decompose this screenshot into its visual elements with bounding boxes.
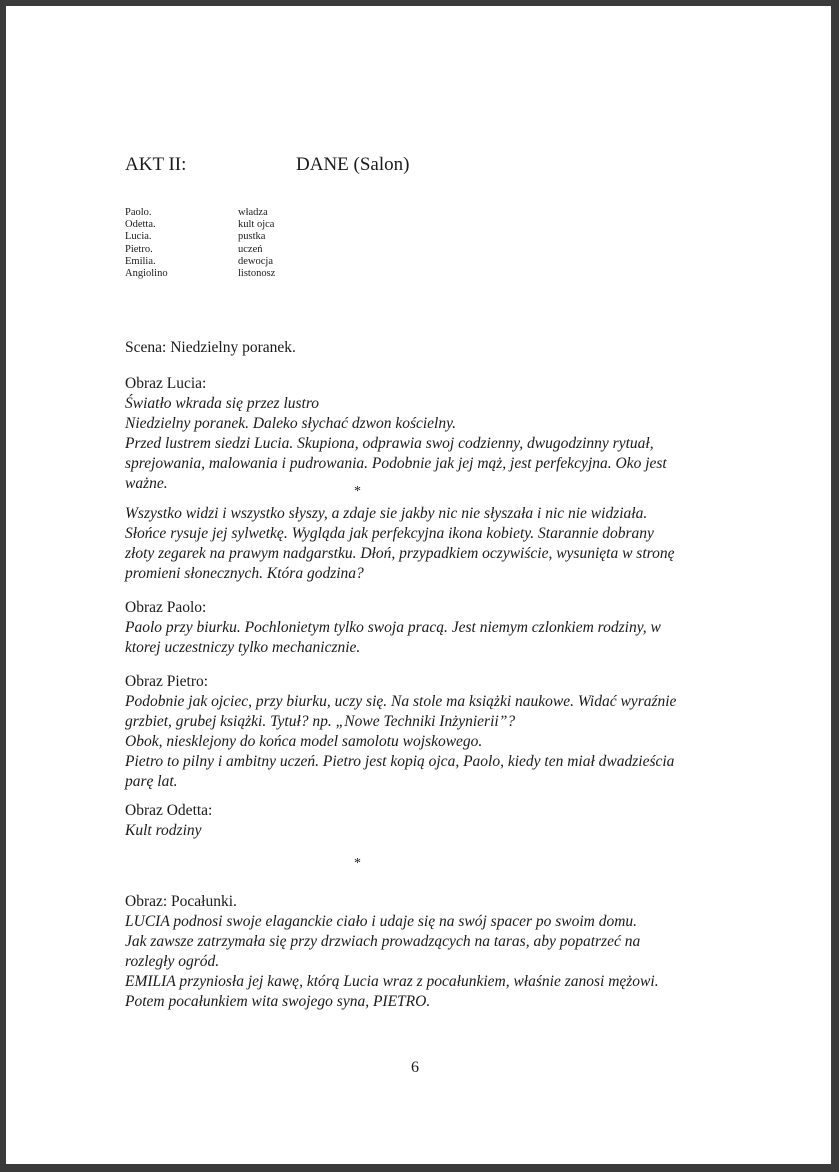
cast-names (125, 207, 168, 280)
text-line: sprejowania, malowania i pudrowania. Podobnie jak jej mąż, jest perfekcyjna. Oko jest (125, 455, 667, 472)
cast-role: pustka (238, 231, 266, 243)
text-line: Potem pocałunkiem wita swojego syna, PIETRO. (125, 993, 431, 1010)
cast-roles (238, 207, 275, 280)
text-line: parę lat. (125, 773, 178, 790)
text-line: Słońce rysuje jej sylwetkę. Wygląda jak perfekcyjna ikona kobiety. Starannie dobrany (125, 525, 654, 542)
section-paolo (125, 598, 725, 658)
cast-name: Lucia. (125, 231, 152, 243)
text-line: Pietro to pilny i ambitny uczeń. Pietro jest kopią ojca, Paolo, kiedy ten miał dwadzieścia (125, 753, 675, 770)
cast-role: listonosz (238, 268, 276, 280)
act-title: AKT II: (125, 154, 187, 175)
section-heading: Obraz: Pocałunki. (125, 893, 237, 910)
text-line: Paolo przy biurku. Pochlonietym tylko swoja pracą. Jest niemym czlonkiem rodziny, w (125, 619, 661, 636)
text-line: Jak zawsze zatrzymała się przy drzwiach prowadzących na taras, aby popatrzeć na (125, 933, 641, 950)
cast-name: Paolo. (125, 207, 152, 218)
text-line: złoty zegarek na prawym nadgarstku. Dłoń, przypadkiem oczywiście, wysunięta w stronę (125, 545, 675, 562)
separator-star: * (354, 484, 361, 499)
text-line: Obok, niesklejony do końca model samolotu wojskowego. (125, 733, 483, 750)
section-heading: Obraz Odetta: (125, 802, 213, 819)
scene-line: Scena: Niedzielny poranek. (125, 339, 296, 356)
text-line: Wszystko widzi i wszystko słyszy, a zdaje sie jakby nic nie słyszała i nic nie widziała. (125, 505, 648, 522)
section-heading: Obraz Pietro: (125, 673, 209, 690)
text-line: Przed lustrem siedzi Lucia. Skupiona, odprawia swoj codzienny, dwugodzinny rytuał, (125, 435, 654, 452)
section-odetta (125, 801, 725, 841)
section-heading: Obraz Lucia: (125, 375, 207, 392)
section-heading: Obraz Paolo: (125, 599, 207, 616)
section-pietro (125, 672, 725, 792)
text-line: ważne. (125, 475, 168, 492)
text-line: promieni słonecznych. Która godzina? (125, 565, 364, 582)
act-place: DANE (Salon) (296, 154, 410, 175)
text-line: LUCIA podnosi swoje elaganckie ciało i udaje się na swój spacer po swoim domu. (125, 913, 638, 930)
separator-star: * (354, 856, 361, 871)
document-page (6, 6, 831, 1164)
cast-role: władza (238, 207, 268, 218)
cast-name: Pietro. (125, 243, 153, 255)
text-line: EMILIA przyniosła jej kawę, którą Lucia wraz z pocałunkiem, właśnie zanosi mężowi. (125, 973, 659, 990)
cast-name: Emilia. (125, 255, 156, 267)
section-lucia-continued (125, 504, 725, 584)
text-line: Kult rodziny (125, 822, 202, 839)
text-line: ktorej uczestniczy tylko mechanicznie. (125, 639, 361, 656)
page-number: 6 (411, 1059, 419, 1076)
text-line: Światło wkrada się przez lustro (125, 395, 320, 412)
text-line: Niedzielny poranek. Daleko słychać dzwon kościelny. (125, 415, 457, 432)
cast-name: Odetta. (125, 219, 156, 231)
text-line: grzbiet, grubej książki. Tytuł? np. „Nowe Techniki Inżynierii”? (125, 713, 516, 730)
cast-role: uczeń (238, 243, 263, 255)
cast-role: dewocja (238, 255, 273, 267)
text-line: Podobnie jak ojciec, przy biurku, uczy się. Na stole ma książki naukowe. Widać wyraźnie (125, 693, 677, 710)
section-pocalunki (125, 892, 725, 1012)
cast-role: kult ojca (238, 219, 275, 231)
section-lucia (125, 374, 725, 494)
text-line: rozległy ogród. (125, 953, 220, 970)
cast-name: Angiolino (125, 268, 168, 280)
